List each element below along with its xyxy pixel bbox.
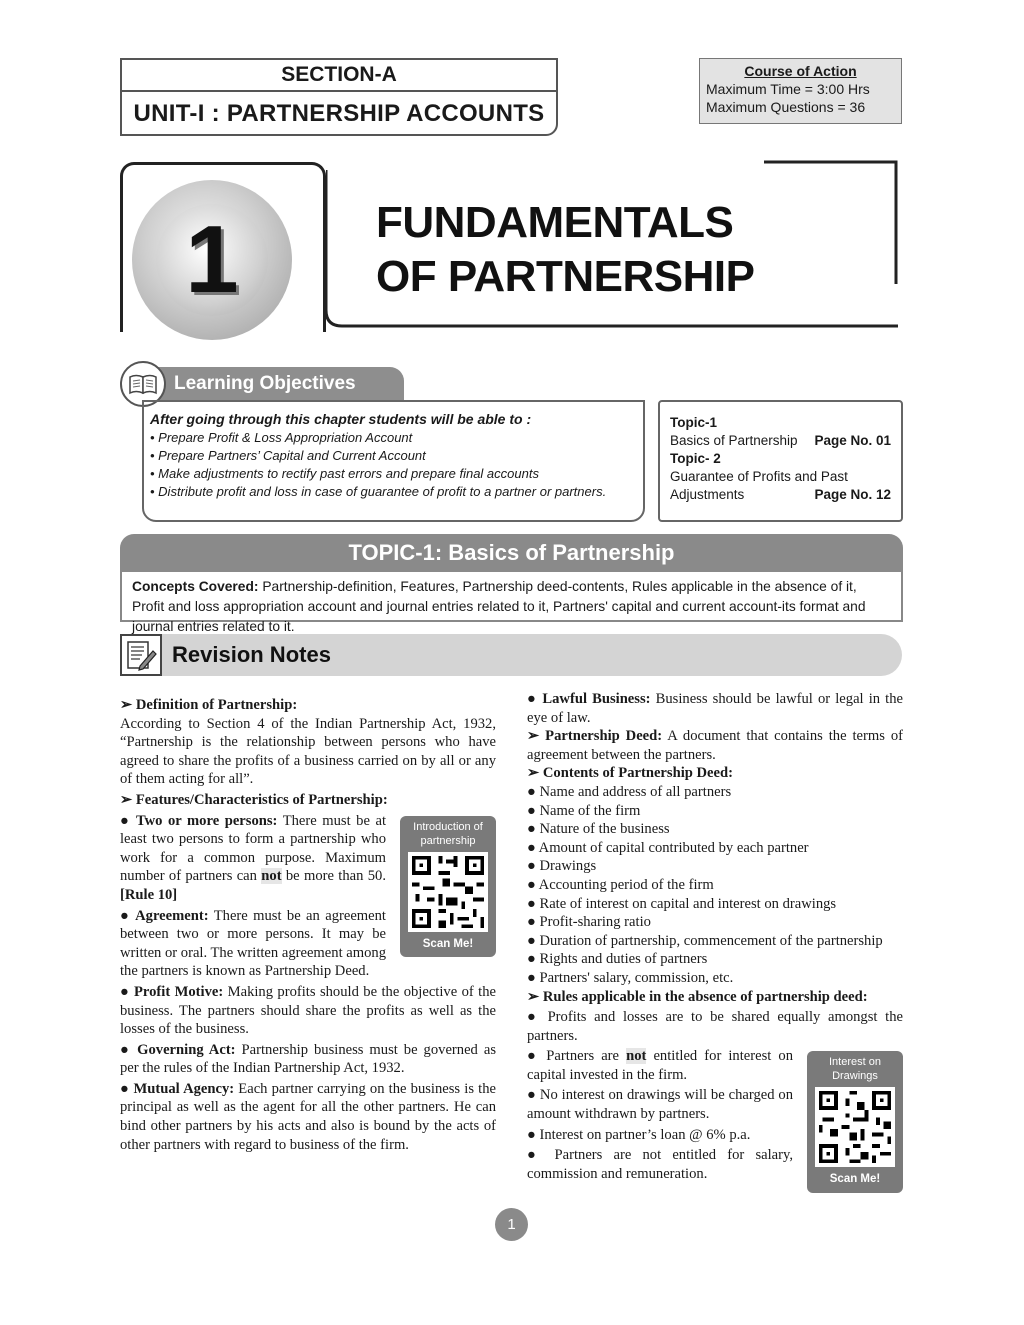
mutual-agency-heading: ● Mutual Agency: — [120, 1080, 235, 1097]
learning-objectives-heading: Learning Objectives — [174, 373, 356, 394]
topic1-label: Topic-1 — [670, 415, 717, 430]
lawful-business-text: Business should be lawful or legal in the eye of law. — [527, 691, 904, 726]
definition-heading: ➢ Definition of Partnership: — [120, 697, 298, 713]
qr-card-introduction[interactable] — [400, 816, 496, 958]
contents-item: ● Name of the firm — [527, 802, 641, 819]
governing-act-text: Partnership business must be governed as per the rules of the Indian Partnership Act, 1932. — [120, 1041, 497, 1077]
rule-ref: [Rule 10] — [120, 886, 178, 903]
qr-scan-label: Scan Me! — [829, 1173, 881, 1186]
concepts-label: Concepts Covered: — [132, 579, 259, 594]
contents-item: ● Rights and duties of partners — [527, 951, 708, 968]
contents-heading: ➢ Contents of Partnership Deed: — [527, 765, 733, 782]
max-time: Maximum Time = 3:00 Hrs — [706, 81, 870, 97]
chapter-title-line2: OF PARTNERSHIP — [376, 252, 755, 301]
course-title: Course of Action — [744, 63, 857, 79]
rule-item: ● Partners are not entitled for salary, commission and remuneration. — [527, 1147, 793, 1182]
profit-motive-point — [120, 983, 496, 1039]
qr-scan-label: Scan Me! — [422, 937, 474, 950]
lo-item: • Distribute profit and loss in case of guarantee of profit to a partner or partners. — [150, 484, 607, 499]
contents-item: ● Accounting period of the firm — [527, 876, 714, 893]
max-questions: Maximum Questions = 36 — [706, 99, 866, 115]
topic1-row — [670, 432, 891, 450]
two-persons-heading: ● Two or more persons: — [120, 812, 278, 829]
governing-act-heading: ● Governing Act: — [120, 1041, 236, 1058]
profit-motive-heading: ● Profit Motive: — [120, 983, 224, 1000]
rule-item: ● Interest on partner’s loan @ 6% p.a. — [527, 1126, 751, 1143]
lo-item: • Prepare Profit & Loss Appropriation Account — [150, 430, 413, 445]
section-label: SECTION-A — [122, 60, 556, 92]
page-number: 1 — [495, 1208, 528, 1241]
topics-index-box — [658, 400, 903, 522]
chapter-number: 1 — [185, 206, 239, 313]
two-persons-text-b: be more than 50. — [281, 868, 386, 885]
left-column — [120, 696, 496, 1154]
chapter-title — [376, 196, 754, 304]
partnership-deed-heading: ➢ Partnership Deed: — [527, 728, 663, 745]
rule-text-a: ● Partners are — [527, 1048, 627, 1065]
two-persons-text-a: There must be at least two persons to form a partnership who work for a common purpose. Maximum number of partners can — [120, 812, 387, 885]
contents-item: ● Drawings — [527, 858, 597, 875]
rule-item: ● No interest on drawings will be charged on amount withdrawn by partners. — [527, 1087, 793, 1123]
contents-item: ● Duration of partnership, commencement of the partnership — [527, 932, 883, 949]
topic2-page: Page No. 12 — [814, 487, 891, 502]
topic2-row — [670, 486, 891, 504]
partnership-deed-text: A document that contains the terms of agreement between the partners. — [527, 728, 903, 763]
rule-not: not — [626, 1048, 647, 1065]
contents-item: ● Amount of capital contributed by each partner — [527, 839, 809, 856]
topic-banner: TOPIC-1: Basics of Partnership — [120, 534, 903, 572]
rule-item: ● Profits and losses are to be shared equally amongst the partners. — [527, 1009, 903, 1044]
section-header-box — [120, 58, 558, 136]
contents-item: ● Partners' salary, commission, etc. — [527, 969, 734, 986]
two-persons-not: not — [261, 868, 282, 885]
notes-edit-icon — [120, 634, 162, 676]
agreement-text: There must be an agreement between two or more persons. It may be written or oral. The written agreement among the partners is known as Partnership Deed. — [120, 907, 386, 980]
concepts-text: Partnership-definition, Features, Partnership deed-contents, Rules applicable in the absence of it, Profit and loss appropriation account and journal entries related to it, Partners' capital and current account-its format and journal entries related to it. — [132, 579, 866, 634]
qr-card-interest-drawings[interactable] — [807, 1051, 903, 1193]
topic2-name-line2: Adjustments — [670, 487, 745, 502]
partnership-deed-point — [527, 727, 903, 764]
unit-title: UNIT-I : PARTNERSHIP ACCOUNTS — [133, 100, 545, 127]
qr-code-icon[interactable] — [408, 852, 488, 932]
topic1-name: Basics of Partnership — [670, 433, 798, 448]
qr-title: Introduction of partnership — [413, 820, 483, 847]
definition-text: According to Section 4 of the Indian Partnership Act, 1932, “Partnership is the relationship between persons who have agreed to share the profits of a business carried on by all or any of them acting for all”. — [120, 715, 496, 788]
topic2-name-line1: Guarantee of Profits and Past — [670, 469, 848, 484]
rule-text-b: entitled for interest on capital invested in the firm. — [527, 1048, 793, 1083]
mutual-agency-point — [120, 1080, 496, 1154]
governing-act-point — [120, 1041, 496, 1078]
mutual-agency-text: Each partner carrying on the business is the principal as well as the agent for all the other partners. He can bind other partners by his acts and also is bound by the acts of other partners with regard to business of the firm. — [120, 1080, 496, 1153]
learning-objectives-box — [142, 400, 645, 522]
contents-item: ● Name and address of all partners — [527, 783, 732, 800]
qr-code-icon[interactable] — [815, 1087, 895, 1167]
lawful-business-point — [527, 690, 903, 727]
contents-item: ● Nature of the business — [527, 821, 670, 838]
chapter-title-line1: FUNDAMENTALS — [376, 198, 734, 247]
concepts-covered-box — [120, 572, 903, 634]
contents-item: ● Profit-sharing ratio — [527, 914, 651, 931]
topic2-label: Topic- 2 — [670, 451, 721, 466]
rules-heading: ➢ Rules applicable in the absence of partnership deed: — [527, 988, 868, 1005]
revision-notes-heading: Revision Notes — [172, 642, 331, 667]
agreement-heading: ● Agreement: — [120, 907, 209, 924]
lo-item: • Make adjustments to rectify past errors and prepare final accounts — [150, 466, 539, 481]
topic1-page: Page No. 01 — [814, 433, 891, 448]
lo-item: • Prepare Partners’ Capital and Current Account — [150, 448, 426, 463]
qr-title: Interest on Drawings — [829, 1056, 881, 1083]
contents-item: ● Rate of interest on capital and interest on drawings — [527, 895, 837, 912]
right-column — [527, 690, 903, 1193]
course-of-action-box — [699, 58, 902, 124]
profit-motive-text: Making profits should be the objective of the business. The partners should share the profits as well as the losses of the business. — [120, 983, 496, 1038]
lawful-business-heading: ● Lawful Business: — [527, 691, 651, 707]
features-heading: ➢ Features/Characteristics of Partnership: — [120, 791, 388, 808]
lo-intro: After going through this chapter students will be able to : — [150, 411, 532, 427]
